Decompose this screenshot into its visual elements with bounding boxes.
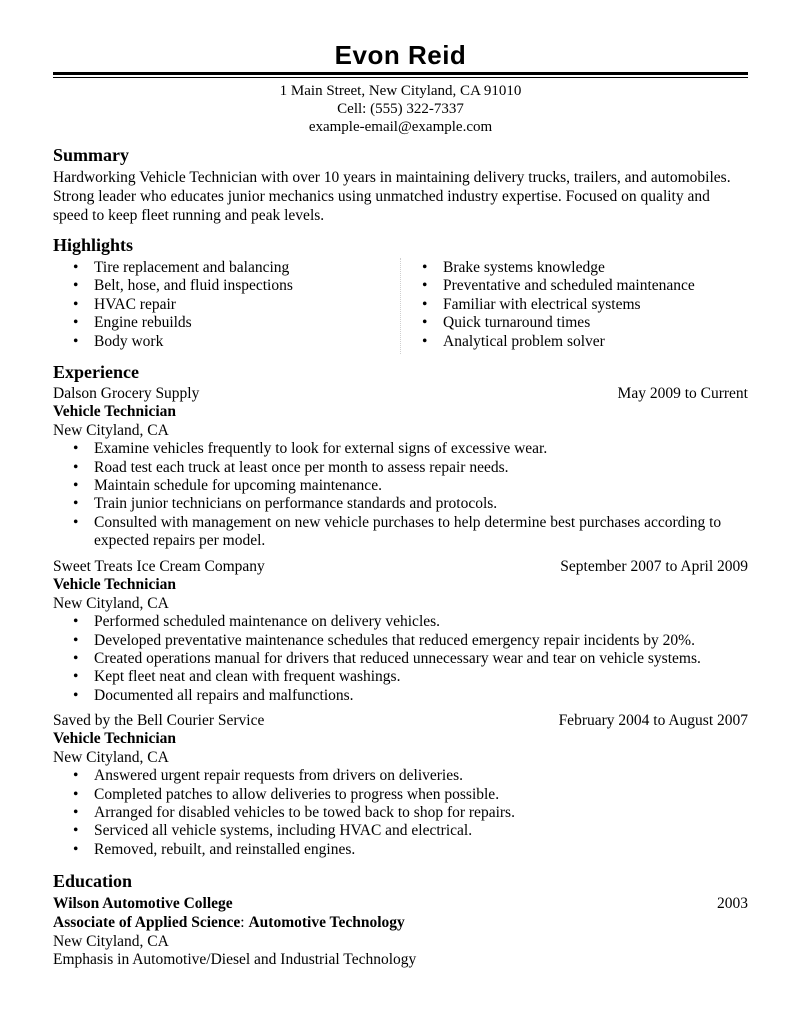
list-item: • Body work: [53, 333, 373, 351]
company-name: Dalson Grocery Supply: [53, 385, 200, 402]
job-duties: [53, 767, 748, 859]
list-item: • Examine vehicles frequently to look for external signs of excessive wear.: [53, 440, 748, 458]
job-location: New Cityland, CA: [53, 748, 169, 766]
contact-block: [53, 82, 748, 136]
highlights-left-list: [53, 259, 373, 351]
degree-line: [53, 914, 748, 933]
email: example-email@example.com: [308, 119, 493, 135]
list-item: • Brake systems knowledge: [402, 259, 722, 277]
list-item: • Documented all repairs and malfunctions.: [53, 687, 748, 705]
list-item: • HVAC repair: [53, 296, 373, 314]
list-item: • Consulted with management on new vehicle purchases to help determine best purchases according to expected repairs per model.: [53, 514, 748, 551]
list-item: • Created operations manual for drivers that reduced unnecessary wear and tear on vehicle systems.: [53, 650, 748, 668]
job-title: Vehicle Technician: [53, 403, 177, 421]
school-name: Wilson Automotive College: [53, 895, 233, 912]
highlights-divider: [400, 258, 401, 354]
list-item: • Maintain schedule for upcoming maintenance.: [53, 477, 748, 495]
list-item: • Analytical problem solver: [402, 333, 722, 351]
job-dates: May 2009 to Current: [617, 385, 748, 402]
education-entry: [53, 895, 748, 970]
list-item: • Engine rebuilds: [53, 314, 373, 332]
graduation-year: 2003: [717, 895, 748, 912]
highlights-right-list: [402, 259, 722, 351]
list-item: • Preventative and scheduled maintenance: [402, 277, 722, 295]
school-location: New Cityland, CA: [53, 932, 169, 950]
header-rule-thick: [53, 72, 748, 75]
job-dates: February 2004 to August 2007: [558, 712, 748, 729]
job-entry: [53, 558, 748, 705]
job-location: New Cityland, CA: [53, 594, 169, 612]
list-item: • Removed, rebuilt, and reinstalled engines.: [53, 841, 748, 859]
list-item: • Developed preventative maintenance schedules that reduced emergency repair incidents by 20%.: [53, 632, 748, 650]
list-item: • Belt, hose, and fluid inspections: [53, 277, 373, 295]
list-item: • Completed patches to allow deliveries to progress when possible.: [53, 786, 748, 804]
job-duties: [53, 440, 748, 550]
job-dates: September 2007 to April 2009: [560, 558, 748, 575]
candidate-name: Evon Reid: [334, 40, 467, 70]
list-item: • Train junior technicians on performance standards and protocols.: [53, 495, 748, 513]
experience-heading: Experience: [53, 362, 139, 382]
list-item: • Quick turnaround times: [402, 314, 722, 332]
cell-phone: Cell: (555) 322-7337: [337, 101, 464, 117]
job-entry: [53, 712, 748, 859]
company-name: Sweet Treats Ice Cream Company: [53, 558, 265, 575]
list-item: • Performed scheduled maintenance on delivery vehicles.: [53, 613, 748, 631]
summary-heading: Summary: [53, 145, 129, 165]
education-emphasis: Emphasis in Automotive/Diesel and Industrial Technology: [53, 951, 417, 969]
degree-field: Automotive Technology: [248, 913, 405, 931]
list-item: • Serviced all vehicle systems, including HVAC and electrical.: [53, 822, 748, 840]
list-item: • Familiar with electrical systems: [402, 296, 722, 314]
degree-separator: :: [240, 913, 249, 931]
header-rule-thin: [53, 77, 748, 78]
summary-text: Hardworking Vehicle Technician with over 10 years in maintaining delivery trucks, trailers, and automobiles. Strong leader who educates junior mechanics using unmatched industry expertise. Focused on quality and speed to keep fleet running and peak levels.: [53, 169, 731, 224]
list-item: • Kept fleet neat and clean with frequent washings.: [53, 668, 748, 686]
list-item: • Tire replacement and balancing: [53, 259, 373, 277]
list-item: • Arranged for disabled vehicles to be towed back to shop for repairs.: [53, 804, 748, 822]
job-duties: [53, 613, 748, 705]
highlights-heading: Highlights: [53, 235, 134, 255]
list-item: • Road test each truck at least once per month to assess repair needs.: [53, 459, 748, 477]
job-title: Vehicle Technician: [53, 730, 177, 748]
job-location: New Cityland, CA: [53, 421, 169, 439]
education-heading: Education: [53, 871, 133, 891]
job-title: Vehicle Technician: [53, 576, 177, 594]
job-entry: [53, 385, 748, 551]
degree-name: Associate of Applied Science: [53, 913, 241, 931]
address: 1 Main Street, New Cityland, CA 91010: [279, 83, 522, 99]
company-name: Saved by the Bell Courier Service: [53, 712, 265, 729]
list-item: • Answered urgent repair requests from drivers on deliveries.: [53, 767, 748, 785]
